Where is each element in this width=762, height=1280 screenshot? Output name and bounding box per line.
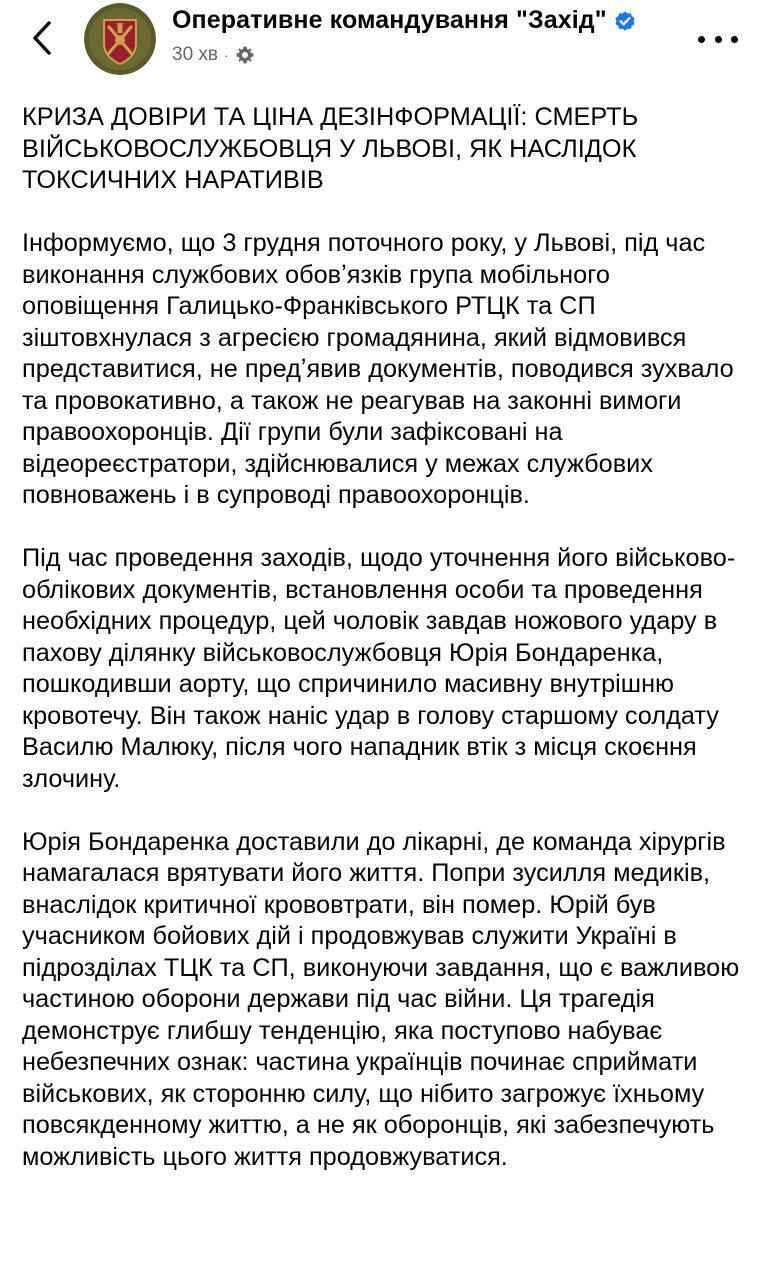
post-header [0,0,762,80]
more-horizontal-icon [715,36,722,43]
post-paragraph: Інформуємо, що 3 грудня поточного року, у Львові, під час виконання службових обовʼязків група мобільного оповіщення Галицько-Франківського РТЦК та СП зіштовхнулася з агресією громадянина, який відмовився представитися, не предʼявив документів, поводився зухвало та провокативно, а також не реагував на законні вимоги правоохоронців. Дії групи були зафіксовані на відеореєстратори, здійснювалися у межах службових повноважень і в супроводі правоохоронців. [22,229,734,509]
gear-icon [235,45,255,65]
page-name[interactable]: Оперативне командування "Захід" [172,6,607,34]
verified-badge-icon [613,9,637,33]
post-body [22,102,744,1205]
back-button[interactable] [22,18,62,58]
post-paragraph: Юрія Бондаренка доставили до лікарні, де команда хірургів намагалася врятувати його життя. Попри зусилля медиків, внаслідок критичної крововтрати, він помер. Юрій був учасником бойових дій і продовжував служити Україні в підрозділах ТЦК та СП, виконуючи завдання, що є важливою частиною оборони держави під час війни. Ця трагедія демонструє глибшу тенденцію, яка поступово набуває небезпечних ознак: частина українців починає сприймати військових, як сторонню силу, що нібито загрожує їхньому повсякденному життю, а не як оборонців, які забезпечують можливість цього життя продовжуватися. [22,827,740,1171]
post-time[interactable]: 30 хв [172,44,219,65]
page-name-row [172,6,637,35]
chevron-left-icon [31,20,53,56]
more-horizontal-icon [731,36,738,43]
post-meta [172,44,255,66]
more-horizontal-icon [698,36,705,43]
post-title: КРИЗА ДОВІРИ ТА ЦІНА ДЕЗІНФОРМАЦІЇ: СМЕРТЬ ВІЙСЬКОВОСЛУЖБОВЦЯ У ЛЬВОВІ, ЯК НАСЛІДОК ТОКСИЧНИХ НАРАТИВІВ [22,103,639,194]
more-options-button[interactable] [698,26,738,52]
command-emblem-icon [84,3,156,75]
avatar[interactable] [84,3,156,75]
post-paragraph: Під час проведення заходів, щодо уточнення його військово-облікових документів, встановлення особи та проведення необхідних процедур, цей чоловік завдав ножового удару в пахову ділянку військовослужбовця Юрія Бондаренка, пошкодивши аорту, що спричинило масивну внутрішню кровотечу. Він також наніс удар в голову старшому солдату Василю Малюку, після чого нападник втік з місця скоєння злочину. [22,544,736,793]
meta-separator: · [224,47,229,63]
